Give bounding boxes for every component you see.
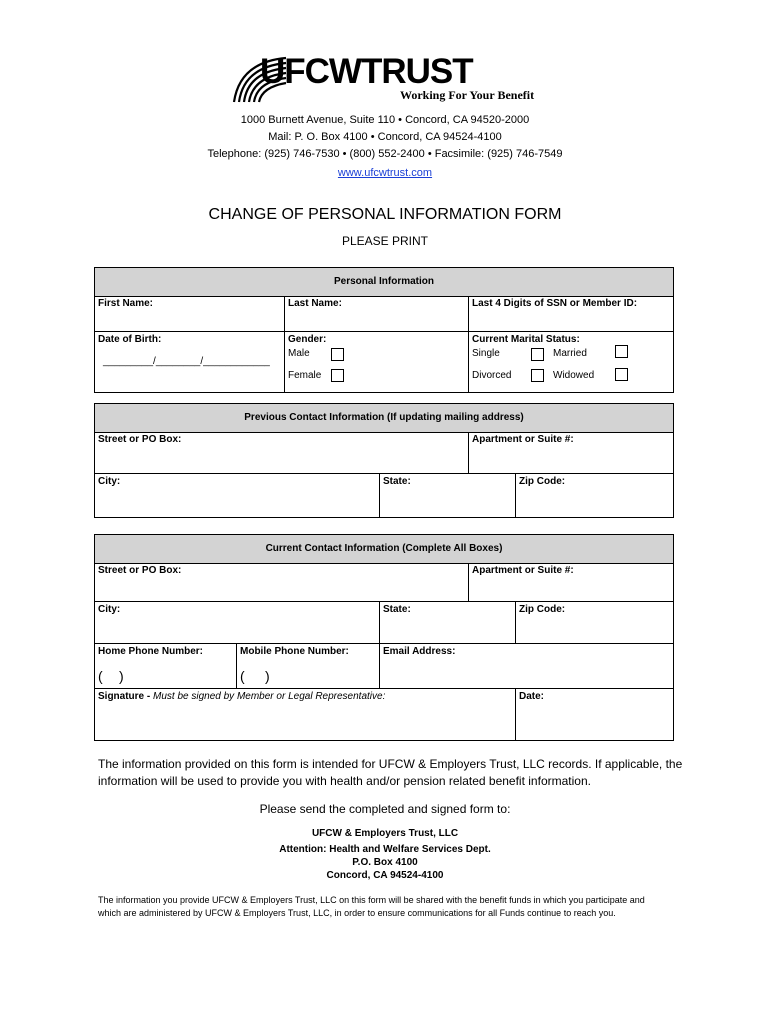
previous-city-label: City: xyxy=(98,476,121,487)
signature-note: Must be signed by Member or Legal Representative: xyxy=(153,691,386,702)
male-checkbox[interactable] xyxy=(331,348,344,361)
single-label: Single xyxy=(472,348,500,359)
current-street-label: Street or PO Box: xyxy=(98,565,182,576)
signature-field[interactable] xyxy=(95,689,516,740)
please-print-note: PLEASE PRINT xyxy=(341,234,429,248)
single-checkbox[interactable] xyxy=(531,348,544,361)
current-state-field[interactable] xyxy=(380,602,516,644)
widowed-label: Widowed xyxy=(553,370,595,381)
dob-blank: _________/________/____________ xyxy=(103,356,270,367)
mobile-phone-label: Mobile Phone Number: xyxy=(240,646,349,657)
divorced-label: Divorced xyxy=(472,370,512,381)
home-phone-paren-open: ( xyxy=(98,668,103,684)
website-link[interactable]: www.ufcwtrust.com xyxy=(337,167,433,179)
dob-label: Date of Birth: xyxy=(98,334,162,345)
previous-contact-section xyxy=(94,403,674,518)
previous-zip-field[interactable] xyxy=(516,474,673,517)
logo-tagline: Working For Your Benefit xyxy=(400,88,535,102)
current-apt-field[interactable] xyxy=(469,563,673,602)
current-contact-heading: Current Contact Information (Complete All Boxes) xyxy=(95,535,673,564)
gender-label: Gender: xyxy=(288,334,327,345)
address-line-1: 1000 Burnett Avenue, Suite 110 • Concord, CA 94520-2000 xyxy=(240,114,530,126)
logo-wordmark: UFCWTRUST xyxy=(260,52,473,91)
last-name-label: Last Name: xyxy=(288,298,342,309)
previous-contact-heading: Previous Contact Information (If updating mailing address) xyxy=(95,404,673,433)
married-label: Married xyxy=(553,348,587,359)
married-checkbox[interactable] xyxy=(615,345,628,358)
divorced-checkbox[interactable] xyxy=(531,369,544,382)
mailing-city: Concord, CA 94524-4100 xyxy=(326,870,444,881)
current-city-label: City: xyxy=(98,604,121,615)
home-phone-field[interactable] xyxy=(95,644,237,689)
marital-status-field xyxy=(469,332,673,392)
ufcw-trust-logo xyxy=(228,52,548,104)
current-zip-field[interactable] xyxy=(516,602,673,644)
previous-street-field[interactable] xyxy=(95,432,469,474)
personal-information-section xyxy=(94,267,674,393)
previous-zip-label: Zip Code: xyxy=(519,476,566,487)
address-line-3: Telephone: (925) 746-7530 • (800) 552-2400 • Facsimile: (925) 746-7549 xyxy=(207,148,563,160)
mobile-phone-paren-open: ( xyxy=(240,668,245,684)
privacy-footnote: The information you provide UFCW & Employers Trust, LLC on this form will be shared with the benefit funds in which you participate and which are administered by UFCW & Employers Trust, LLC, in order to ensure communications for all Funds continue to reach you. xyxy=(98,895,645,918)
previous-apt-field[interactable] xyxy=(469,432,673,474)
male-label: Male xyxy=(288,348,310,359)
female-label: Female xyxy=(288,370,322,381)
signature-label: Signature - xyxy=(98,691,154,702)
date-of-birth-field[interactable] xyxy=(95,332,285,392)
date-label: Date: xyxy=(519,691,545,702)
mailing-attention: Attention: Health and Welfare Services Dept. xyxy=(279,844,491,855)
email-label: Email Address: xyxy=(383,646,456,657)
send-to-instruction: Please send the completed and signed form to: xyxy=(259,802,511,816)
current-contact-section xyxy=(94,534,674,741)
form-title: CHANGE OF PERSONAL INFORMATION FORM xyxy=(208,206,562,223)
email-field[interactable] xyxy=(380,644,673,689)
current-city-field[interactable] xyxy=(95,602,380,644)
previous-state-label: State: xyxy=(383,476,411,487)
home-phone-paren-close: ) xyxy=(119,668,124,684)
current-zip-label: Zip Code: xyxy=(519,604,566,615)
previous-street-label: Street or PO Box: xyxy=(98,434,182,445)
previous-state-field[interactable] xyxy=(380,474,516,517)
personal-information-heading: Personal Information xyxy=(95,268,673,297)
previous-apt-label: Apartment or Suite #: xyxy=(472,434,574,445)
widowed-checkbox[interactable] xyxy=(615,368,628,381)
date-field[interactable] xyxy=(516,689,673,740)
first-name-label: First Name: xyxy=(98,298,154,309)
marital-status-label: Current Marital Status: xyxy=(472,334,580,345)
gender-field xyxy=(285,332,469,392)
current-apt-label: Apartment or Suite #: xyxy=(472,565,574,576)
mobile-phone-field[interactable] xyxy=(237,644,380,689)
home-phone-label: Home Phone Number: xyxy=(98,646,204,657)
last-name-field[interactable] xyxy=(285,296,469,332)
info-paragraph: The information provided on this form is intended for UFCW & Employers Trust, LLC records. If applicable, the information will be used to provide you with health and/or pension related benefit information. xyxy=(98,757,683,788)
previous-city-field[interactable] xyxy=(95,474,380,517)
address-line-2: Mail: P. O. Box 4100 • Concord, CA 94524-4100 xyxy=(268,131,502,143)
mailing-po-box: P.O. Box 4100 xyxy=(352,857,418,868)
current-state-label: State: xyxy=(383,604,411,615)
current-street-field[interactable] xyxy=(95,563,469,602)
ssn-field[interactable] xyxy=(469,296,673,332)
mobile-phone-paren-close: ) xyxy=(265,668,270,684)
ssn-label: Last 4 Digits of SSN or Member ID: xyxy=(472,298,638,309)
female-checkbox[interactable] xyxy=(331,369,344,382)
mailing-org: UFCW & Employers Trust, LLC xyxy=(311,828,459,839)
first-name-field[interactable] xyxy=(95,296,285,332)
